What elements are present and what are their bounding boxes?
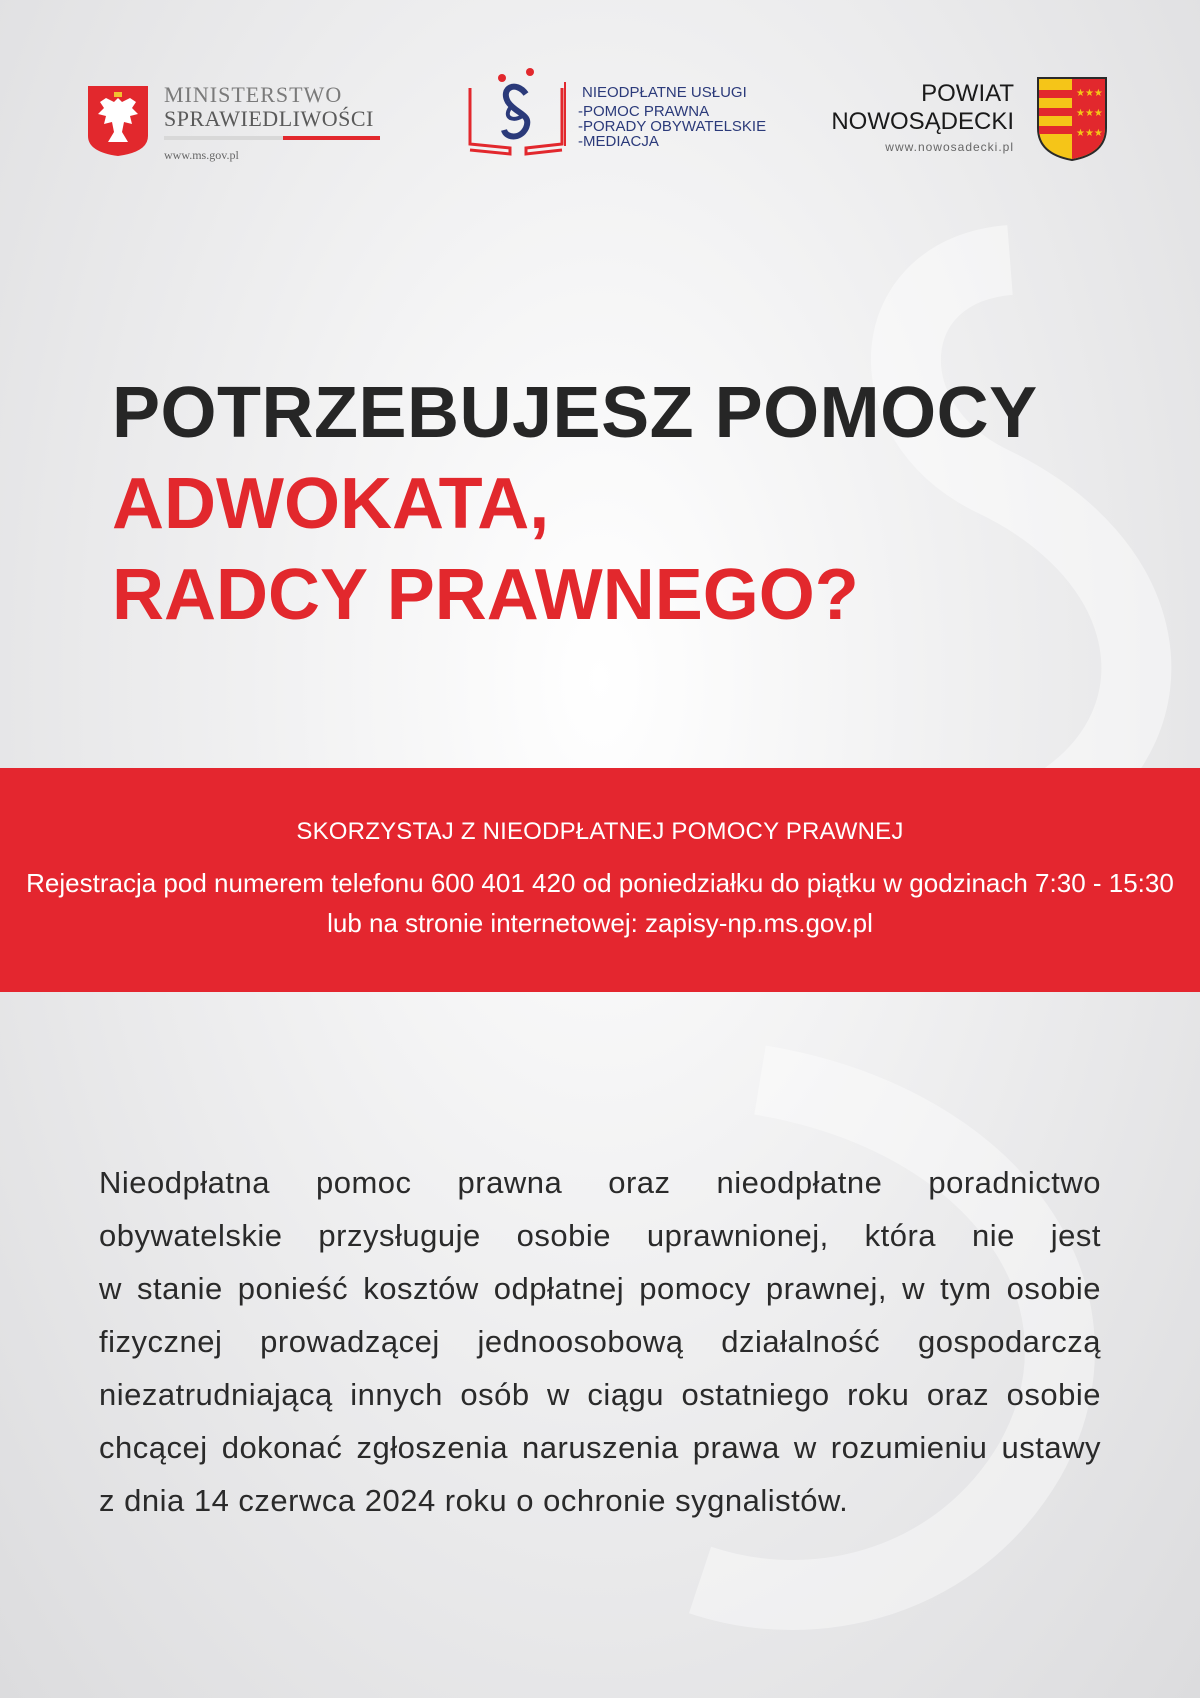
paragraph-line: Nieodpłatna pomoc prawna oraz nieodpłatne poradnictwo xyxy=(99,1165,1101,1200)
service-item: -MEDIACJA xyxy=(578,133,659,150)
county-name-line1: POWIAT xyxy=(921,80,1014,107)
registration-website-info: lub na stronie internetowej: zapisy-np.ms.gov.pl xyxy=(327,908,873,938)
headline xyxy=(112,368,1112,641)
svg-text:★★★: ★★★ xyxy=(1076,108,1103,119)
service-item: -POMOC PRAWNA xyxy=(578,103,710,120)
eligibility-paragraph xyxy=(99,1156,1101,1527)
county-url: www.nowosadecki.pl xyxy=(885,140,1014,154)
county-coat-of-arms-icon xyxy=(1036,76,1108,162)
ministry-name-line1: MINISTERSTWO xyxy=(164,82,343,107)
paragraph-line: obywatelskie przysługuje osobie uprawnionej, która nie jest xyxy=(99,1218,1101,1253)
ministry-of-justice-logo xyxy=(88,82,398,166)
ministry-divider xyxy=(164,136,380,140)
section-sign-book-icon xyxy=(466,66,570,162)
paragraph-line: w stanie ponieść kosztów odpłatnej pomocy prawnej, w tym osobie xyxy=(99,1271,1101,1306)
paragraph-line: fizycznej prowadzącej jednoosobową działalność gospodarczą xyxy=(99,1324,1101,1359)
free-legal-services-logo xyxy=(466,66,806,166)
ministry-name-line2: SPRAWIEDLIWOŚCI xyxy=(164,106,374,131)
services-title: NIEODPŁATNE USŁUGI xyxy=(582,84,747,101)
polish-eagle-emblem-icon xyxy=(88,86,148,156)
logo-divider xyxy=(564,82,566,146)
registration-banner xyxy=(0,768,1200,992)
county-logo xyxy=(831,76,1108,166)
service-item: -PORADY OBYWATELSKIE xyxy=(578,118,767,135)
headline-line1: POTRZEBUJESZ POMOCY xyxy=(112,373,1038,453)
paragraph-line: niezatrudniającą innych osób w ciągu ostatniego roku oraz osobie xyxy=(99,1377,1101,1412)
banner-heading: SKORZYSTAJ Z NIEODPŁATNEJ POMOCY PRAWNEJ xyxy=(296,818,904,845)
headline-line3: RADCY PRAWNEGO? xyxy=(112,555,859,635)
ministry-url: www.ms.gov.pl xyxy=(164,148,239,162)
svg-text:★★★: ★★★ xyxy=(1076,128,1103,139)
headline-line2: ADWOKATA, xyxy=(112,464,550,544)
registration-phone-info: Rejestracja pod numerem telefonu 600 401 420 od poniedziałku do piątku w godzinach 7:30 - 15:30 xyxy=(26,868,1174,898)
county-name-line2: NOWOSĄDECKI xyxy=(831,108,1014,135)
paragraph-line: chcącej dokonać zgłoszenia naruszenia prawa w rozumieniu ustawy xyxy=(99,1430,1101,1465)
svg-text:★★★: ★★★ xyxy=(1076,88,1103,99)
paragraph-line: z dnia 14 czerwca 2024 roku o ochronie sygnalistów. xyxy=(99,1483,849,1518)
